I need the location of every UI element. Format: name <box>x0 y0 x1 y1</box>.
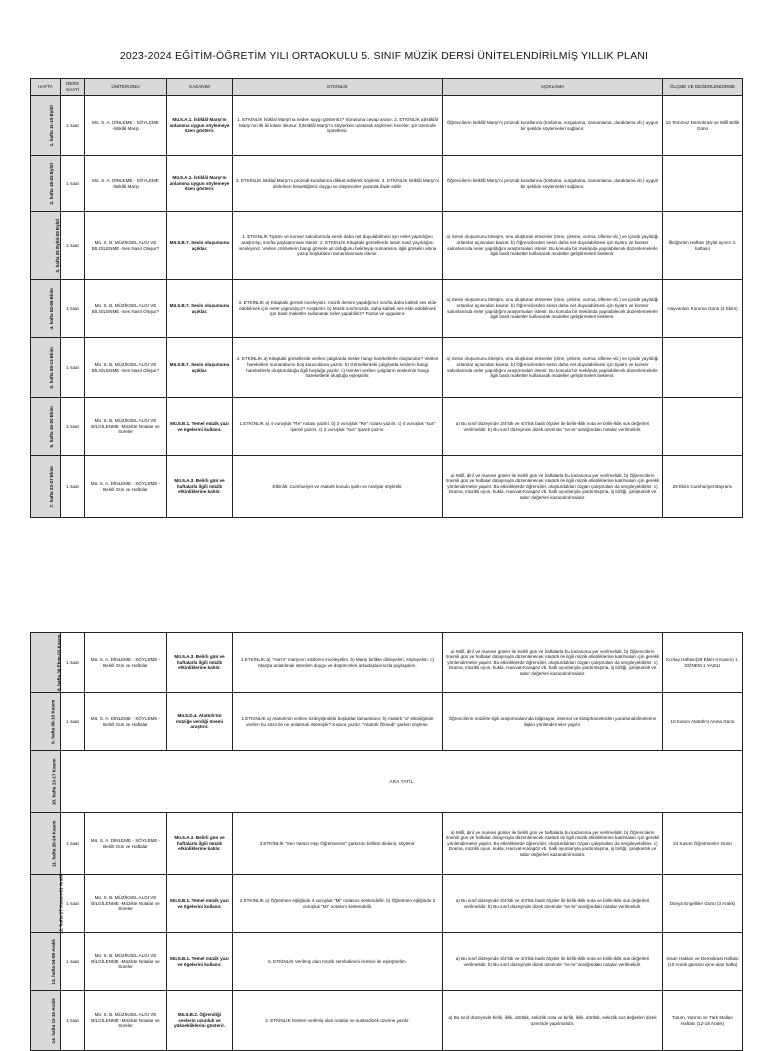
explanation-cell: a) Sesin oluşumunu titreşim, onu oluşturan etmenler (itme, çekme, vurma, üfleme vb.) ve içinde yayıldığı ortamlar açısından kavrar. b) Öğrencilerden sesin daha net duyulabilmesi için tiyatro ve konser salonlarında neler yapıldığını araştırmaları istenir. Bu konuda bir mekânda yapılabilecek düzenlemelerle ilgili basit maketler kullanarak modeller geliştirmeleri beklenir. <box>443 212 663 280</box>
outcome-cell: Mü.5.B.1. Temel müzik yazı ve ögelerini kullanır. <box>167 398 233 456</box>
table-row <box>31 212 743 280</box>
explanation-cell: a) Millî, dinî ve manevi günler ile belirli gün ve haftalarla bu kazanıma yer verilmelidir. b) Öğrencilerin önemli gün ve haftalar dolayısıyla düzenlenecek Atatürk ile ilgili müzik etkinliklerine katılmaları için gerekli yönlendirmeler yapılır. Bu etkinliklerde öğrenciler, oluşturdukları özgün çalışmaları da sergileyebilirler. c) Drama, müzikli oyun, kukla, Hacivat-Karagöz vb. halk oyunlarıyla yardımlaşma, iş birliği, çalışkanlık ve sabır değerleri kazandırılmalıdır. <box>443 633 663 693</box>
explanation-cell: Öğrencilerin İstiklâl Marşı'nı prozodi kurallarına (tonlama, vurgulama, zamanlama, duraklama vb.) uygun bir şekilde söylemeleri sağlanır. <box>443 96 663 156</box>
activity-cell: 5. ETKİNLİK Verilmiş olan müzik sembollerini isimleri ile eşleştirelim. <box>233 933 443 991</box>
assessment-cell: 15 Temmuz Demokrasi ve Millî Birlik Günü <box>663 96 743 156</box>
hours-cell: 1 saat <box>61 693 85 751</box>
week-label: 14. hafta 11-15 Aralık <box>50 997 56 1044</box>
assessment-cell: 10 Kasım Atatürk'ü Anma Günü <box>663 693 743 751</box>
header-olcme: ÖLÇME VE DEĞERLENDİRME <box>663 79 743 96</box>
week-label: 8. hafta 30 Ekim-03 Kasım <box>56 634 62 691</box>
week-label: 9. hafta 06-10 Kasım <box>50 699 56 744</box>
plan-table-page-2 <box>30 632 743 1051</box>
unit-cell: Mü. S. A. DİNLEME - SÖYLEME -İstiklâl Marşı <box>85 96 167 156</box>
hours-cell: 1 saat <box>61 280 85 338</box>
week-label: 2. hafta 18-22 Eylül <box>48 162 54 205</box>
explanation-cell: Öğrencilerin İstiklâl Marşı'nı prozodi kurallarına (tonlama, vurgulama, zamanlama, duraklama vb.) uygun bir şekilde söylemeleri sağlanır. <box>443 156 663 212</box>
week-label: 1. hafta 11-15 Eylül <box>48 104 54 147</box>
hours-cell: 1 saat <box>61 156 85 212</box>
week-cell <box>31 456 61 518</box>
table-row <box>31 693 743 751</box>
week-cell <box>31 338 61 398</box>
explanation-cell: a) Bu sınıf düzeyinde birlik, iklik, dörtlük, sekizlik nota ve birlik, iklik, dörtlük, sekizlik sus değerleri dizek üzerinde yapılmalıdır. <box>443 991 663 1051</box>
week-label: 6. hafta 16-20 Ekim <box>48 405 54 448</box>
outcome-cell: Mü.5.B.1. Temel müzik yazı ve ögelerini kullanır. <box>167 875 233 933</box>
explanation-cell: a) Bu sınıf düzeyinde 3/4'lük ve 4/4'lük basit ölçüler ile birlik-iklik nota ve birlik-iklik sus değerleri verilmelidir. b) Bu sınıf düzeyinde dizek üzerinde "ne-la" aralığındaki notalar verilmelidir. <box>443 398 663 456</box>
table-row <box>31 398 743 456</box>
hours-cell: 1 saat <box>61 991 85 1051</box>
assessment-cell <box>663 338 743 398</box>
week-label: 4. hafta 02-06 Ekim <box>48 287 54 330</box>
activity-cell: 2.ETKİNLİK a) "Ata'm" marşının sözlerini inceleyelim. b) Marşı birlikte dinleyelim, söyleyelim. c) Marşta anlatılmak istenilen duygu ve düşünceleri arkadaşlarımızla paylaşalım. <box>233 633 443 693</box>
assessment-cell: Hayvanları Koruma Günü (4 Ekim) <box>663 280 743 338</box>
unit-cell: Mü. S. B. MÜZİKSEL ALGI VE BİLGİLENME -Ses Nasıl Oluşur? <box>85 280 167 338</box>
activity-cell: 3. ETKİNLİK İstiklal Marşı'nı prozodi kurallarına dikkat edilerek söylenir. 4. ETKİNLİK İstiklâl Marşı'nı dinlerken hissettiğimiz duygu ve düşünceler yazarak ifade edilir. <box>233 156 443 212</box>
week-label: 7. hafta 23-27 Ekim <box>48 465 54 508</box>
header-kazanim: KAZANIM <box>167 79 233 96</box>
outcome-cell: Mü.5.B.2. Öğrendiği seslerin uzunluk ve yüksekliklerini gösterir. <box>167 991 233 1051</box>
unit-cell: Mü. S. A. DİNLEME - SÖYLEME -Belirli Gün ve Haftalar <box>85 693 167 751</box>
activity-cell: 1. ETKİNLİK İstiklal Marşı'na neden saygı gösteririz? Sorusuna cevap aranır. 2. ETKİNLİK a)İstiklâl Marşı'nın ilk iki kıtası okunur. b)İstiklâl Marşı'nı söylerken uzatarak söylenen heceler, şiir üzerinde işaretlenir. <box>233 96 443 156</box>
week-cell <box>31 813 61 875</box>
week-label: 11. hafta 20-24 Kasım <box>51 820 57 867</box>
activity-cell: 3.ETKİNLİK "Sen Varsın Hep Öğretmenim" şarkısını birlikte dinlenir, söylenir. <box>233 813 443 875</box>
hours-cell: 1 saat <box>61 456 85 518</box>
unit-cell: Mü. S. A. DİNLEME - SÖYLEME -Belirli Gün ve Haftalar <box>85 813 167 875</box>
week-label: 3. hafta 25 Eylül-29 Eylül <box>55 218 61 273</box>
hours-cell: 1 saat <box>61 633 85 693</box>
week-cell <box>31 693 61 751</box>
activity-cell: 3. ETKİNLİK İsimleri verilmiş olan notalar ve suslardizek üzerine yazılır. <box>233 991 443 1051</box>
plan-table-page-1 <box>30 78 743 518</box>
assessment-cell: İnsan Hakları ve Demokrasi Haftası (10 Aralık gününü içine alan hafta) <box>663 933 743 991</box>
unit-cell: Mü. S. B. MÜZİKSEL ALGI VE BİLGİLENME -Müzikte Notalar ve Süreler <box>85 875 167 933</box>
table-row <box>31 933 743 991</box>
explanation-cell: a) Millî, dinî ve manevi günler ile belirli gün ve haftalarla bu kazanıma yer verilmelidir. b) Öğrencilerin önemli gün ve haftalar dolayısıyla düzenlenecek Atatürk ile ilgili müzik etkinliklerine katılmaları için gerekli yönlendirmeler yapılır. Bu etkinliklerde öğrenciler, oluşturdukları özgün çalışmaları da sergileyebilirler. c) Drama, müzikli oyun, kukla, Hacivat-Karagöz vb. halk oyunlarıyla yardımlaşma, iş birliği, çalışkanlık ve sabır değerleri kazandırılmalıdır. <box>443 456 663 518</box>
page-title: 2023-2024 EĞİTİM-ÖĞRETİM YILI ORTAOKULU 5. SINIF MÜZİK DERSİ ÜNİTELENDİRİLMİŞ YILLIK PLANI <box>119 50 649 62</box>
assessment-cell: Tutum, Yatırım ve Türk Malları Haftası (12-18 Aralık) <box>663 991 743 1051</box>
assessment-cell: İlköğretim Haftası (Eylül ayının 3. haftası) <box>663 212 743 280</box>
week-label: 5. hafta 09-13 Ekim <box>48 346 54 389</box>
week-cell <box>31 633 61 693</box>
table-row <box>31 875 743 933</box>
outcome-cell: Mü.5.A.3. Belirli gün ve haftalarla ilgili müzik etkinliklerine katılır. <box>167 633 233 693</box>
unit-cell: Mü. S. A. DİNLEME - SÖYLEME -İstiklâl Marşı <box>85 156 167 212</box>
week-cell <box>31 991 61 1051</box>
header-aciklama: AÇIKLAMA <box>443 79 663 96</box>
outcome-cell: Mü.5.A.1. İstiklâl Marşı'nı anlamına uygun söylemeye özen gösterir. <box>167 156 233 212</box>
unit-cell: Mü. S. A. DİNLEME - SÖYLEME -Belirli Gün ve Haftalar <box>85 456 167 518</box>
outcome-cell: Mü.5.A.3. Belirli gün ve haftalarla ilgili müzik etkinliklerine katılır. <box>167 813 233 875</box>
activity-cell: 4. ETKİNLİK a) Kitaptaki görsellerde verilen çalgılarda sesler hangi hareketlerle oluşturulur? Verilen hareketleri numaralarını boş kutucuklara yazılır. b) Görsellerdeki çalgılarda seslerin hangi hareketlerle oluşturulduğu ilgili boşluğa yazılır. c) İsimleri verilen çalgıların seslerinin hangi hareketlerle oluştuğu eşleştirilir. <box>233 338 443 398</box>
hours-cell: 1 saat <box>61 933 85 991</box>
assessment-cell: 29 Ekim Cumhuriyet Bayramı <box>663 456 743 518</box>
outcome-cell: Mü.5.A.3. Belirli gün ve haftalarla ilgili müzik etkinliklerine katılır. <box>167 456 233 518</box>
assessment-cell <box>663 156 743 212</box>
outcome-cell: Mü.5.D.4. Atatürk'ün müziğe verdiği önemi araştırır. <box>167 693 233 751</box>
hours-cell: 1 saat <box>61 875 85 933</box>
outcome-cell: Mü.5.B.7. Sesin oluşumunu açıklar. <box>167 280 233 338</box>
activity-cell: 3. ETKİNLİK a) Kitaptaki görseli inceleyiniz. müzik dersini yapdığımız sınıfta daha kaliteli ses elde edebilmek için neler yapmalıyız? Araştırılır. b) Müzik sınıfımızda, daha kaliteli ses elde edebilmek için basit maketler kullanarak neler yapabiliriz? Fazıla ve uygulanır. <box>233 280 443 338</box>
outcome-cell: Mü.5.B.7. Sesin oluşumunu açıklar. <box>167 338 233 398</box>
table-row <box>31 280 743 338</box>
week-cell <box>31 212 61 280</box>
table-header-row <box>31 79 743 96</box>
assessment-cell: 24 Kasım Öğretmenler Günü <box>663 813 743 875</box>
unit-cell: Mü. S. B. MÜZİKSEL ALGI VE BİLGİLENME -Ses Nasıl Oluşur? <box>85 338 167 398</box>
explanation-cell: a) Sesin oluşumunu titreşim, onu oluşturan etmenler (itme, çekme, vurma, üfleme vb.) ve içinde yayıldığı ortamlar açısından kavrar. b) Öğrencilerden sesin daha net duyulabilmesi için tiyatro ve konser salonlarında neler yapıldığını araştırmaları istenir. Bu konuda bir mekânda yapılabilecek düzenlemelerle ilgili basit maketler kullanarak modeller geliştirmeleri beklenir. <box>443 338 663 398</box>
table-row <box>31 633 743 693</box>
week-cell <box>31 873 64 934</box>
outcome-cell: Mü.5.A.1. İstiklâl Marşı'nı anlamına uygun söylemeye özen gösterir. <box>167 96 233 156</box>
week-cell <box>31 280 61 338</box>
activity-cell: 1.ETKİNLİK a) Atatürk'ün verilen özdeyişindeki boşluklar tamamlanır. b) Atatürk "a" etkinliğinde verilen bu sözü ile ne anlatmak istemiştir? Kısaca yazılır. "Atatürk Ölmedi" şarkısı söylenir. <box>233 693 443 751</box>
week-label: 12. hafta 27 Kasım-01 Aralık <box>58 873 64 934</box>
unit-cell: Mü. S. B. MÜZİKSEL ALGI VE BİLGİLENME -Ses Nasıl Oluşur? <box>85 212 167 280</box>
table-row <box>31 96 743 156</box>
explanation-cell: a) Sesin oluşumunu titreşim, onu oluşturan etmenler (itme, çekme, vurma, üfleme vb.) ve içinde yayıldığı ortamlar açısından kavrar. b) Öğrencilerden sesin daha net duyulabilmesi için tiyatro ve konser salonlarında neler yapıldığını araştırmaları istenir. Bu konuda bir mekânda yapılabilecek düzenlemelerle ilgili basit maketler kullanarak modeller geliştirmeleri beklenir. <box>443 280 663 338</box>
break-cell: ARA TATİL <box>61 751 743 813</box>
activity-cell: Etkinlik: Cumhuriyet ve Atatürk konulu şarkı ve marşlar söyletilir. <box>233 456 443 518</box>
table-row <box>31 813 743 875</box>
table-row <box>31 338 743 398</box>
activity-cell: 1.ETKİNLİK a) 4 vuruşluk "Re" notası yazılır. b) 2 vuruşluk "Re" notası yazılır. c) 4 vuruşluk "sus" işareti yazılır. c) 2 vuruşluk "sus" işareti yazılır. <box>233 398 443 456</box>
activity-cell: 1. ETKİNLİK Tiyatro ve konser salonlarında sesin daha net duyulabilmesi için neler yapıldığını araştırılıp, sınıfta paylaştırması istenir. 2. ETKİNLİK Kitaptaki görsellerde sesin nasıl yayıldığını inceleyiniz. Verilen cümlelerin hangi görsele ait olduğunu belirleyip numarasını ilgili görselin altına yazıp boşlukların tamamlanması istenir. <box>233 212 443 280</box>
activity-cell: 2.ETKİNLİK a) Öğretmen eşliğinde 4 vuruşluk "Mi" notasını seslendirilir. b) Öğretmen eşliğinde 2 vuruşluk "Mi" notasını seslendirilir. <box>233 875 443 933</box>
hours-cell: 1 saat <box>61 96 85 156</box>
table-row <box>31 751 743 813</box>
week-cell <box>31 933 61 991</box>
explanation-cell: a) Bu sınıf düzeyinde 3/4'lük ve 4/4'lük basit ölçüler ile birlik-iklik nota ve birlik-iklik sus değerleri verilmelidir. b) Bu sınıf düzeyinde dizek üzerinde "ne-la" aralığındaki notalar verilmelidir. <box>443 875 663 933</box>
explanation-cell: a) Bu sınıf düzeyinde 3/4'lük ve 4/4'lük basit ölçüler ile birlik-iklik nota ve birlik-iklik sus değerleri verilmelidir. b) Bu sınıf düzeyinde dizek üzerinde "ne-la" aralığındaki notalar verilmelidir. <box>443 933 663 991</box>
explanation-cell: a) Millî, dinî ve manevi günler ile belirli gün ve haftalarla bu kazanıma yer verilmelidir. b) Öğrencilerin önemli gün ve haftalar dolayısıyla düzenlenecek Atatürk ile ilgili müzik etkinliklerine katılmaları için gerekli yönlendirmeler yapılır. Bu etkinliklerde öğrenciler, oluşturdukları özgün çalışmaları da sergileyebilirler. c) Drama, müzikli oyun, kukla, Hacivat-Karagöz vb. halk oyunlarıyla yardımlaşma, iş birliği, çalışkanlık ve sabır değerleri kazandırılmalıdır. <box>443 813 663 875</box>
unit-cell: Mü. S. A. DİNLEME - SÖYLEME -Belirli Gün ve Haftalar <box>85 633 167 693</box>
hours-cell: 1 saat <box>61 398 85 456</box>
header-unite-konu: ÜNİTE/KONU <box>85 79 167 96</box>
table-row <box>31 456 743 518</box>
hours-cell: 1 saat <box>61 212 85 280</box>
hours-cell: 1 saat <box>61 338 85 398</box>
week-cell <box>31 398 61 456</box>
week-cell <box>31 751 61 813</box>
hours-cell: 1 saat <box>61 813 85 875</box>
unit-cell: Mü. S. B. MÜZİKSEL ALGI VE BİLGİLENME -Müzikte Notalar ve Süreler <box>85 398 167 456</box>
table-row <box>31 991 743 1051</box>
week-cell <box>31 156 61 212</box>
outcome-cell: Mü.5.B.1. Temel müzik yazı ve ögelerini kullanır. <box>167 933 233 991</box>
header-etkinlik: ETKİNLİK <box>233 79 443 96</box>
explanation-cell: Öğrencilerin müzikle ilgili araştırmalarında bilgisayar, internet ve kütüphanelerden yararlanabilmelerine ilişkin yönlendirmeler yapılır. <box>443 693 663 751</box>
unit-cell: Mü. S. B. MÜZİKSEL ALGI VE BİLGİLENME -Müzikte Notalar ve Süreler <box>85 933 167 991</box>
assessment-cell <box>663 398 743 456</box>
assessment-cell: Kızılay Haftası(29 Ekim-4 Kasım) 1. DÖNEM 1.YAZILI <box>663 633 743 693</box>
table-row <box>31 156 743 212</box>
outcome-cell: Mü.5.B.7. Sesin oluşumunu açıklar. <box>167 212 233 280</box>
week-label: 10. hafta 13-17 Kasım <box>51 758 57 805</box>
header-hafta: HAFTA <box>31 79 61 96</box>
week-cell <box>31 96 61 156</box>
assessment-cell: Dünya Engelliler Günü (3 Aralık) <box>663 875 743 933</box>
header-ders-saati: DERS SAATİ <box>61 79 85 96</box>
week-label: 13. hafta 04-08 Aralık <box>50 938 56 985</box>
unit-cell: Mü. S. B. MÜZİKSEL ALGI VE BİLGİLENME -Müzikte Notalar ve Süreler <box>85 991 167 1051</box>
